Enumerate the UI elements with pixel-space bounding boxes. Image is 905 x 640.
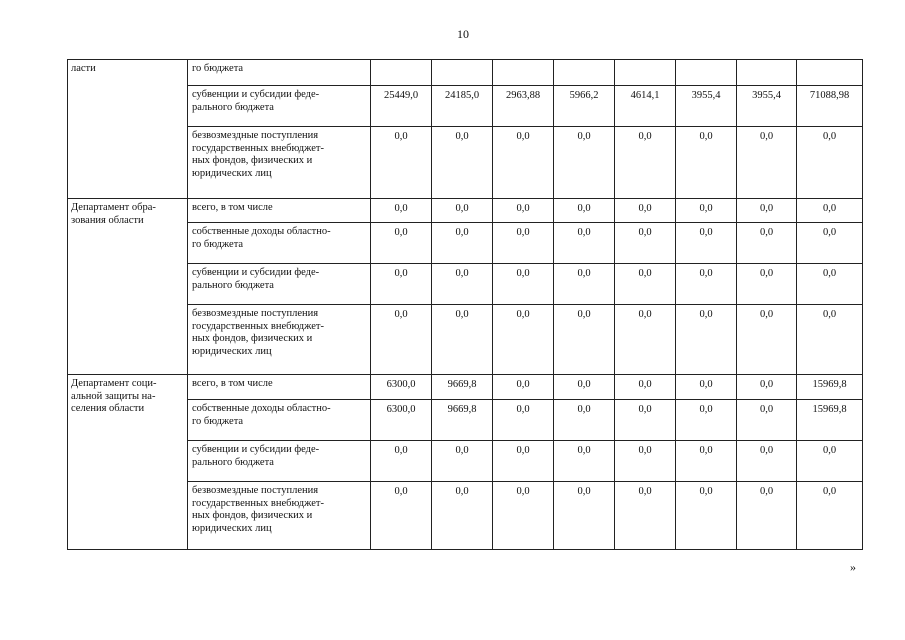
table-row [68,199,863,223]
value-cell: 0,0 [554,127,615,199]
value-cell: 0,0 [676,305,737,375]
value-cell: 0,0 [737,264,797,305]
value-cell: 0,0 [615,400,676,441]
table-row [68,305,863,375]
department-cell: Департамент соци- альной защиты на- селения области [68,375,188,550]
value-cell: 0,0 [737,305,797,375]
value-cell: 0,0 [797,482,863,550]
funding-source-cell: безвозмездные поступления государственных внебюджет- ных фондов, физических и юридических лиц [188,127,371,199]
value-cell [371,60,432,86]
value-cell: 0,0 [371,127,432,199]
table-row [68,127,863,199]
value-cell: 0,0 [797,264,863,305]
value-cell: 0,0 [554,400,615,441]
value-cell: 0,0 [676,400,737,441]
table-row [68,441,863,482]
value-cell: 0,0 [797,305,863,375]
value-cell: 0,0 [554,264,615,305]
budget-table-body [68,60,863,550]
funding-source-cell: всего, в том числе [188,199,371,223]
table-row [68,400,863,441]
value-cell: 0,0 [493,482,554,550]
value-cell: 0,0 [493,441,554,482]
value-cell: 24185,0 [432,86,493,127]
value-cell: 9669,8 [432,375,493,400]
value-cell: 0,0 [615,127,676,199]
funding-source-cell: собственные доходы областно- го бюджета [188,400,371,441]
value-cell: 0,0 [432,127,493,199]
value-cell: 0,0 [493,400,554,441]
value-cell: 0,0 [432,441,493,482]
value-cell: 3955,4 [737,86,797,127]
value-cell [676,60,737,86]
value-cell: 0,0 [554,441,615,482]
department-cell: ласти [68,60,188,199]
table-row [68,482,863,550]
value-cell: 0,0 [615,264,676,305]
value-cell: 0,0 [615,305,676,375]
value-cell: 0,0 [493,375,554,400]
value-cell: 0,0 [737,199,797,223]
value-cell: 0,0 [493,199,554,223]
value-cell: 0,0 [615,441,676,482]
value-cell: 0,0 [676,223,737,264]
value-cell: 0,0 [554,482,615,550]
table-row [68,223,863,264]
value-cell: 0,0 [676,199,737,223]
value-cell: 0,0 [493,305,554,375]
value-cell: 4614,1 [615,86,676,127]
value-cell: 0,0 [676,441,737,482]
value-cell [493,60,554,86]
value-cell: 0,0 [371,264,432,305]
funding-source-cell: собственные доходы областно- го бюджета [188,223,371,264]
value-cell: 2963,88 [493,86,554,127]
value-cell: 0,0 [371,441,432,482]
value-cell: 0,0 [493,223,554,264]
value-cell [554,60,615,86]
value-cell [737,60,797,86]
value-cell: 0,0 [737,223,797,264]
value-cell: 15969,8 [797,400,863,441]
value-cell: 3955,4 [676,86,737,127]
department-cell: Департамент обра- зования области [68,199,188,375]
table-row [68,375,863,400]
value-cell: 0,0 [371,199,432,223]
value-cell [797,60,863,86]
value-cell: 15969,8 [797,375,863,400]
value-cell: 0,0 [371,305,432,375]
value-cell: 0,0 [737,127,797,199]
value-cell: 0,0 [615,375,676,400]
budget-table [67,59,863,550]
table-row [68,60,863,86]
value-cell: 0,0 [676,127,737,199]
value-cell: 0,0 [432,223,493,264]
value-cell: 0,0 [432,482,493,550]
funding-source-cell: безвозмездные поступления государственных внебюджет- ных фондов, физических и юридических лиц [188,482,371,550]
value-cell: 9669,8 [432,400,493,441]
value-cell: 0,0 [676,482,737,550]
value-cell: 0,0 [615,482,676,550]
value-cell: 0,0 [797,127,863,199]
value-cell: 6300,0 [371,375,432,400]
funding-source-cell: субвенции и субсидии феде- рального бюджета [188,441,371,482]
value-cell: 0,0 [432,264,493,305]
value-cell: 0,0 [371,482,432,550]
value-cell: 0,0 [615,199,676,223]
value-cell: 0,0 [737,482,797,550]
funding-source-cell: субвенции и субсидии феде- рального бюджета [188,86,371,127]
funding-source-cell: субвенции и субсидии феде- рального бюджета [188,264,371,305]
value-cell: 0,0 [432,199,493,223]
funding-source-cell: безвозмездные поступления государственных внебюджет- ных фондов, физических и юридических лиц [188,305,371,375]
funding-source-cell: всего, в том числе [188,375,371,400]
table-row [68,264,863,305]
value-cell: 0,0 [615,223,676,264]
value-cell: 0,0 [676,264,737,305]
table-row [68,86,863,127]
value-cell: 0,0 [737,441,797,482]
value-cell: 0,0 [676,375,737,400]
value-cell: 0,0 [797,441,863,482]
value-cell: 0,0 [797,223,863,264]
value-cell: 0,0 [797,199,863,223]
value-cell: 0,0 [737,400,797,441]
value-cell [615,60,676,86]
closing-quote-mark: » [850,560,856,574]
funding-source-cell: го бюджета [188,60,371,86]
value-cell: 0,0 [554,199,615,223]
value-cell: 0,0 [493,127,554,199]
value-cell: 5966,2 [554,86,615,127]
value-cell: 0,0 [371,223,432,264]
page-number: 10 [457,27,469,41]
value-cell [432,60,493,86]
value-cell: 0,0 [554,375,615,400]
value-cell: 6300,0 [371,400,432,441]
value-cell: 0,0 [737,375,797,400]
value-cell: 0,0 [432,305,493,375]
value-cell: 0,0 [554,305,615,375]
value-cell: 71088,98 [797,86,863,127]
value-cell: 0,0 [493,264,554,305]
value-cell: 25449,0 [371,86,432,127]
value-cell: 0,0 [554,223,615,264]
